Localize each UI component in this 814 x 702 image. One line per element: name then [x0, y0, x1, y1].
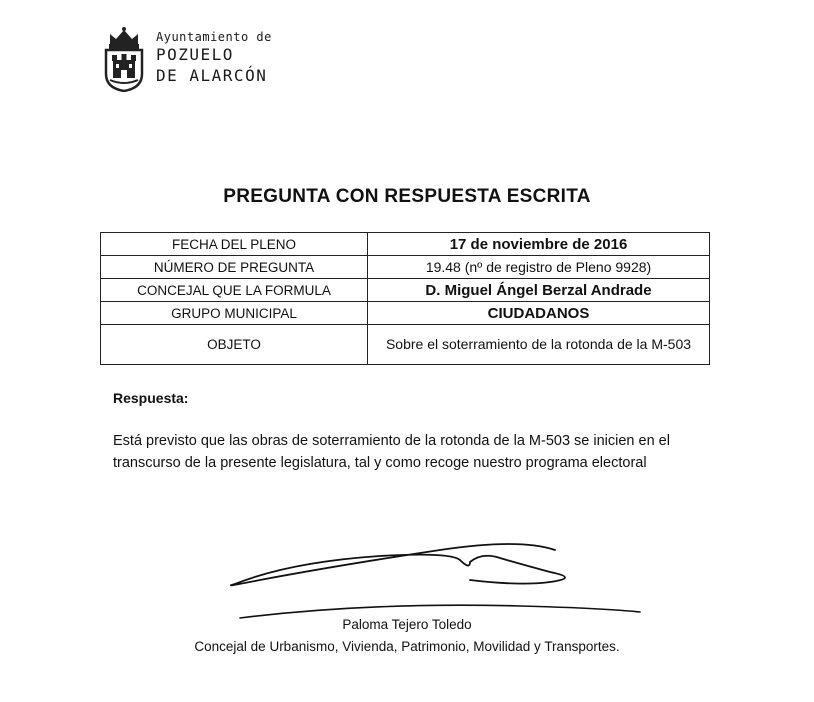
row-value [368, 233, 710, 256]
row-label: OBJETO [101, 325, 368, 365]
question-subject: Sobre el soterramiento de la rotonda de la M-503 [385, 336, 692, 352]
org-line-3: DE ALARCÓN [156, 66, 268, 85]
document-title: PREGUNTA CON RESPUESTA ESCRITA [223, 186, 591, 207]
row-label: GRUPO MUNICIPAL [101, 302, 368, 325]
signer-name: Paloma Tejero Toledo [342, 617, 472, 632]
table-row [101, 325, 710, 365]
org-name [156, 30, 272, 86]
table-row [101, 279, 710, 302]
row-value [368, 302, 710, 325]
info-table [100, 232, 710, 365]
table-row [101, 302, 710, 325]
councillor-name: D. Miguel Ángel Berzal Andrade [425, 281, 652, 299]
row-label: NÚMERO DE PREGUNTA [101, 256, 368, 279]
municipal-group: CIUDADANOS [487, 304, 590, 322]
org-line-1: Ayuntamiento de [156, 30, 272, 44]
response-label: Respuesta: [113, 390, 189, 406]
coat-of-arms-icon [100, 26, 148, 92]
row-label: CONCEJAL QUE LA FORMULA [101, 279, 368, 302]
signer-role: Concejal de Urbanismo, Vivienda, Patrimonio, Movilidad y Transportes. [194, 639, 620, 654]
row-value [368, 325, 710, 365]
response-text: Está previsto que las obras de soterramiento de la rotonda de la M-503 se inicien en el transcurso de la presente legislatura, tal y como recoge nuestro programa electoral [113, 433, 670, 471]
meeting-date: 17 de noviembre de 2016 [449, 235, 628, 253]
question-number: 19.48 (nº de registro de Pleno 9928) [368, 256, 710, 279]
row-value [368, 279, 710, 302]
row-label: FECHA DEL PLENO [101, 233, 368, 256]
table-row [101, 256, 710, 279]
org-line-2: POZUELO [156, 45, 234, 64]
table-row [101, 233, 710, 256]
